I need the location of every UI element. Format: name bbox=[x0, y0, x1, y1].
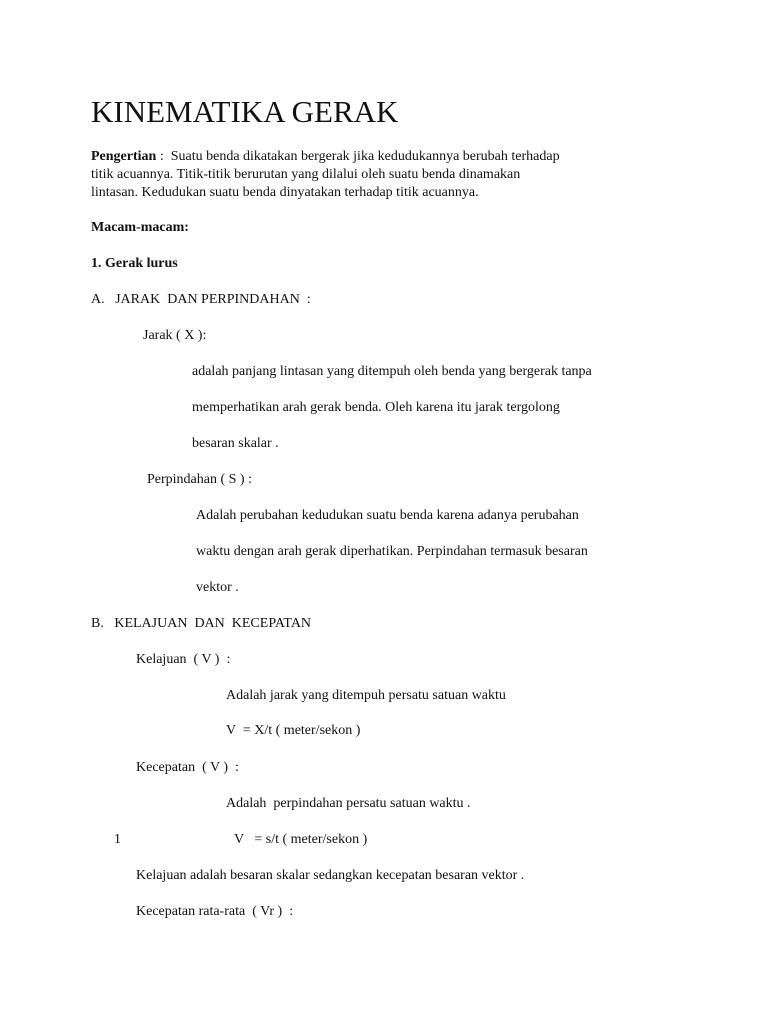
section-a-heading: A. JARAK DAN PERPINDAHAN : bbox=[91, 292, 311, 307]
kelajuan-kecepatan-note: Kelajuan adalah besaran skalar sedangkan kecepatan besaran vektor . bbox=[136, 868, 525, 883]
kecepatan-formula: V = s/t ( meter/sekon ) bbox=[234, 832, 368, 847]
jarak-definition-line-1: adalah panjang lintasan yang ditempuh oleh benda yang bergerak tanpa bbox=[192, 364, 592, 379]
kecepatan-label: Kecepatan ( V ) : bbox=[136, 760, 239, 775]
page-number: 1 bbox=[114, 832, 121, 847]
perpindahan-definition-line-1: Adalah perubahan kedudukan suatu benda karena adanya perubahan bbox=[196, 508, 579, 523]
document-title: KINEMATIKA GERAK bbox=[91, 94, 399, 129]
perpindahan-definition-line-2: waktu dengan arah gerak diperhatikan. Perpindahan termasuk besaran bbox=[196, 544, 588, 559]
pengertian-separator: : bbox=[156, 149, 164, 164]
kecepatan-rata-rata-label: Kecepatan rata-rata ( Vr ) : bbox=[136, 904, 294, 919]
kecepatan-definition: Adalah perpindahan persatu satuan waktu . bbox=[226, 796, 471, 811]
perpindahan-definition-line-3: vektor . bbox=[196, 580, 239, 595]
jarak-label: Jarak ( X ): bbox=[143, 328, 207, 343]
kelajuan-label: Kelajuan ( V ) : bbox=[136, 652, 231, 667]
section-b-heading: B. KELAJUAN DAN KECEPATAN bbox=[91, 616, 312, 631]
kelajuan-definition: Adalah jarak yang ditempuh persatu satuan waktu bbox=[226, 688, 506, 703]
jarak-definition-line-3: besaran skalar . bbox=[192, 436, 279, 451]
pengertian-line-3: lintasan. Kedudukan suatu benda dinyatakan terhadap titik acuannya. bbox=[91, 185, 479, 200]
pengertian-label: Pengertian bbox=[91, 149, 157, 164]
pengertian-line-1 bbox=[91, 148, 651, 166]
perpindahan-label: Perpindahan ( S ) : bbox=[147, 472, 252, 487]
pengertian-line-2: titik acuannya. Titik-titik berurutan yang dilalui oleh suatu benda dinamakan bbox=[91, 167, 521, 182]
pengertian-text-1: Suatu benda dikatakan bergerak jika kedudukannya berubah terhadap bbox=[163, 149, 560, 164]
gerak-lurus-heading: 1. Gerak lurus bbox=[91, 256, 178, 271]
jarak-definition-line-2: memperhatikan arah gerak benda. Oleh karena itu jarak tergolong bbox=[192, 400, 560, 415]
pengertian-paragraph bbox=[91, 148, 651, 202]
macam-heading: Macam-macam: bbox=[91, 220, 189, 235]
kelajuan-formula: V = X/t ( meter/sekon ) bbox=[226, 723, 361, 738]
